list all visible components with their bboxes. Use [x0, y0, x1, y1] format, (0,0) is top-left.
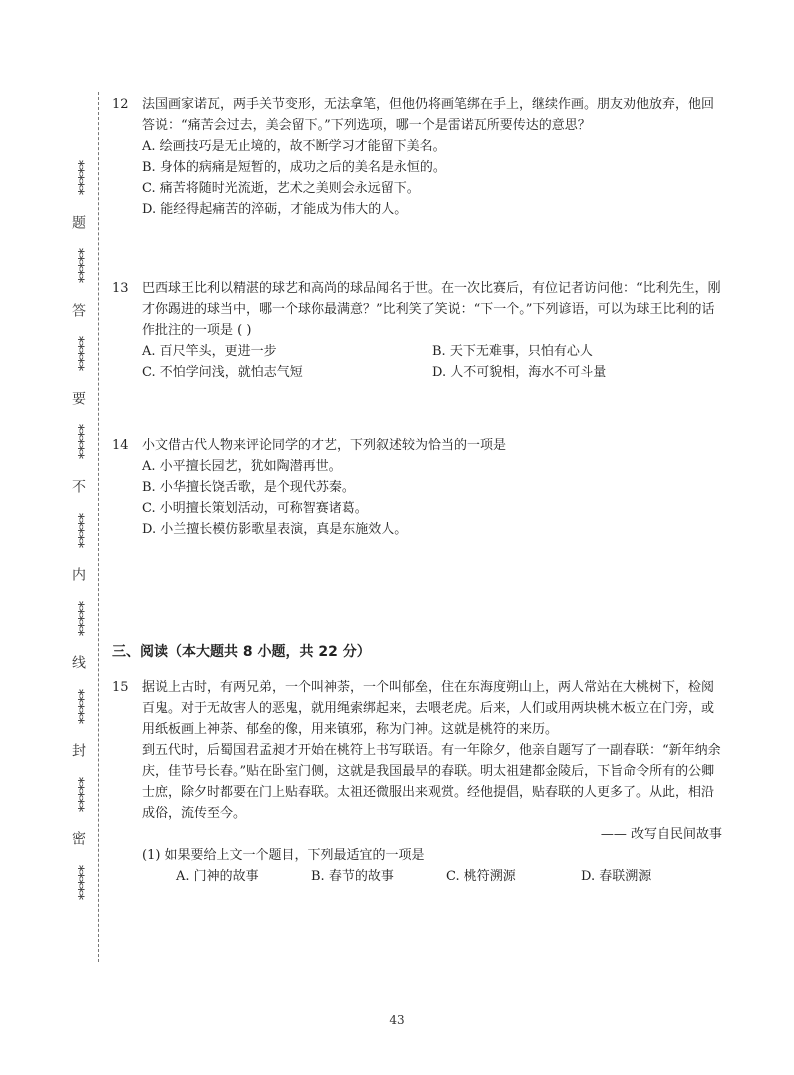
option-b: B. 身体的病痛是短暂的，成功之后的美名是永恒的。	[142, 160, 446, 175]
option-d: D. 小兰擅长模仿影歌星表演，真是东施效人。	[142, 522, 408, 537]
option-b: B. 春节的故事	[311, 869, 394, 884]
question-stem: 巴西球王比利以精湛的球艺和高尚的球品闻名于世。在一次比赛后，有位记者访问他：“比利先生，刚才你踢进的球当中，哪一个球你最满意？”比利笑了笑说：“下一个。”下列谚语，可以为球王比利的话作批注的一项是 ( )	[142, 281, 721, 338]
question-12	[112, 94, 722, 220]
option-a: A. 绘画技巧是无止境的，故不断学习才能留下美名。	[142, 139, 446, 154]
margin-word: 内	[70, 567, 86, 582]
question-stem: 法国画家诺瓦，两手关节变形，无法拿笔，但他仍将画笔绑在手上，继续作画。朋友劝他放弃，他回答说：“痛苦会过去，美会留下。”下列选项，哪一个是雷诺瓦所要传达的意思？	[142, 97, 715, 133]
option-c: C. 不怕学问浅，就怕志气短	[142, 365, 303, 380]
option-c: C. 小明擅长策划活动，可称智赛诸葛。	[142, 501, 368, 516]
page-number: 43	[389, 1013, 405, 1027]
option-b: B. 天下无难事，只怕有心人	[432, 344, 593, 359]
page-content	[112, 94, 722, 887]
question-15	[112, 677, 722, 887]
option-c: C. 痛苦将随时光流逝，艺术之美则会永远留下。	[142, 181, 420, 196]
margin-word: *****	[70, 776, 86, 812]
margin-word: *****	[70, 160, 86, 195]
margin-word: 题	[70, 214, 86, 229]
option-d: D. 能经得起痛苦的淬砺，才能成为伟大的人。	[142, 202, 408, 217]
option-b: B. 小华擅长饶舌歌，是个现代苏秦。	[142, 480, 355, 495]
passage-paragraph-1: 据说上古时，有两兄弟，一个叫神荼，一个叫郁垒，住在东海度朔山上，两人常站在大桃树下，检阅百鬼。对于无故害人的恶鬼，就用绳索绑起来，去喂老虎。后来，人们或用两块桃木板立在门旁，或用纸板画上神荼、郁垒的像，用来镇邪，称为门神。这就是桃符的来历。	[142, 680, 715, 737]
question-number: 12	[112, 97, 129, 112]
question-14	[112, 435, 722, 540]
section-title: 三、阅读（本大题共 8 小题，共 22 分）	[112, 644, 371, 660]
options-grid	[142, 341, 722, 383]
margin-word: *****	[70, 688, 86, 724]
option-a: A. 门神的故事	[176, 869, 259, 884]
margin-word: 要	[70, 390, 86, 405]
question-13	[112, 278, 722, 383]
margin-word: 密	[70, 831, 86, 846]
margin-word: *****	[70, 248, 86, 284]
option-c: C. 桃符溯源	[446, 869, 516, 884]
margin-word: 封	[70, 743, 86, 758]
margin-word: *****	[70, 512, 86, 548]
margin-word: 答	[70, 302, 86, 317]
question-number: 13	[112, 281, 129, 296]
margin-word: *****	[70, 600, 86, 636]
margin-word: *****	[70, 865, 86, 900]
margin-word: 不	[70, 478, 86, 493]
option-d: D. 人不可貌相，海水不可斗量	[432, 365, 607, 380]
question-stem: 小文借古代人物来评论同学的才艺，下列叙述较为恰当的一项是	[142, 438, 507, 453]
margin-word: 线	[70, 655, 86, 670]
binding-margin-line	[98, 92, 99, 962]
passage-source: —— 改写自民间故事	[600, 827, 722, 842]
sub-question-options	[142, 866, 722, 887]
question-number: 15	[112, 680, 129, 695]
passage-paragraph-2: 到五代时，后蜀国君孟昶才开始在桃符上书写联语。有一年除夕，他亲自题写了一副春联：“新年纳余庆，佳节号长春。”贴在卧室门侧，这就是我国最早的春联。明太祖建都金陵后，下旨命令所有的公卿士庶，除夕时都要在门上贴春联。太祖还微服出来观赏。经他提倡，贴春联的人更多了。从此，相沿成俗，流传至今。	[142, 743, 721, 821]
option-a: A. 百尺竿头，更进一步	[142, 344, 277, 359]
margin-word: *****	[70, 424, 86, 460]
option-a: A. 小平擅长园艺，犹如陶潜再世。	[142, 459, 342, 474]
binding-margin-warning	[70, 160, 86, 900]
question-number: 14	[112, 438, 129, 453]
option-d: D. 春联溯源	[581, 869, 652, 884]
margin-word: *****	[70, 336, 86, 372]
sub-question-stem: (1) 如果要给上文一个题目，下列最适宜的一项是	[142, 848, 425, 863]
